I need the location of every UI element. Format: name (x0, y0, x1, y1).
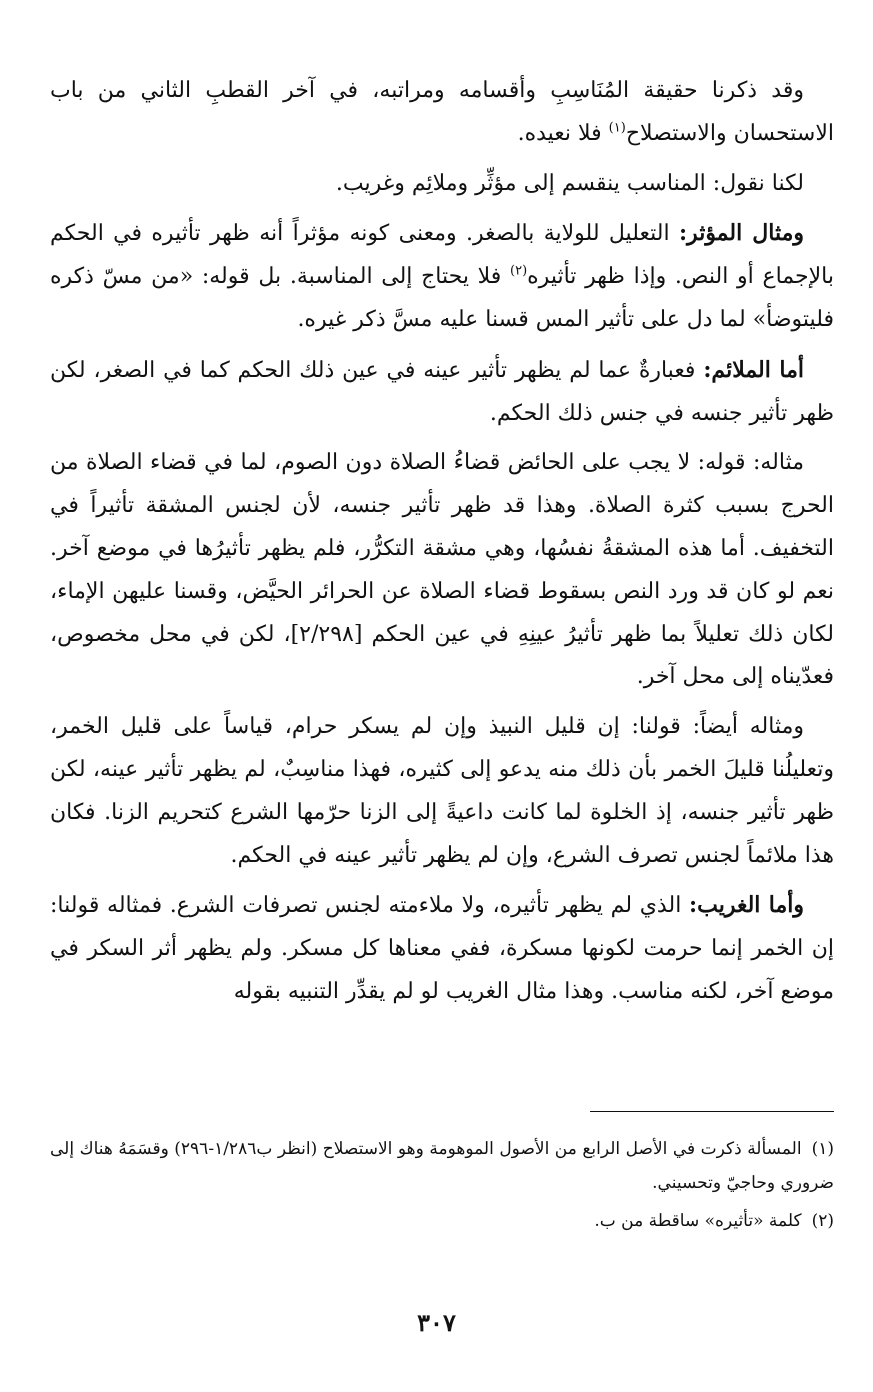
paragraph-text: الذي لم يظهر تأثيره، ولا ملاءمته لجنس تصرفات الشرع. فمثاله قولنا: إن الخمر إنما حرمت لكونها مسكرة، ففي معناها كل مسكر. ولم يظهر أثر السكر في موضع آخر، لكنه مناسب. وهذا مثال الغريب لو لم يقدِّر التنبيه بقوله (50, 893, 834, 1004)
main-text (50, 70, 834, 1021)
paragraph-heading: ومثال المؤثر: (678, 220, 804, 247)
footnote-ref-1[interactable]: (١) (608, 120, 626, 136)
footnote-ref-2[interactable]: (٢) (510, 263, 528, 279)
paragraph-4 (50, 349, 834, 436)
page-number: ٣٠٧ (417, 1308, 456, 1337)
footnotes (50, 1132, 834, 1242)
footnote-1 (50, 1132, 834, 1200)
paragraph-7 (50, 884, 834, 1013)
paragraph-text: وقد ذكرنا حقيقة المُنَاسِبِ وأقسامه ومراتبه، في آخر القطبِ الثاني من باب الاستحسان والاستصلاح (50, 78, 834, 146)
paragraph-tail: فلا نعيده. (517, 120, 609, 146)
paragraph-text: ومثاله أيضاً: قولنا: إن قليل النبيذ وإن لم يسكر حرام، قياساً على قليل الخمر، وتعليلُنا قليلَ الخمر بأن ذلك منه يدعو إلى كثيره، فهذا مناسِبٌ، لم يظهر تأثير عينه، لكن ظهر تأثير جنسه، إذ الخلوة لما كانت داعيةً إلى الزنا حرّمها الشرع كتحريم الزنا. فكان هذا ملائماً لجنس تصرف الشرع، وإن لم يظهر تأثير عينه في الحكم. (50, 714, 834, 868)
paragraph-2 (50, 163, 834, 206)
paragraph-heading: أما الملائم: (703, 356, 804, 383)
paragraph-6 (50, 706, 834, 877)
paragraph-1 (50, 70, 834, 156)
paragraph-text: فعبارةٌ عما لم يظهر تأثير عينه في عين ذلك الحكم كما في الصغر، لكن ظهر تأثير جنسه في جنس ذلك الحكم. (50, 357, 834, 426)
paragraph-3 (50, 212, 834, 341)
footnote-text: المسألة ذكرت في الأصل الرابع من الأصول الموهومة وهو الاستصلاح (انظر ب١/٢٨٦-٢٩٦) وقسَمَهُ هناك إلى ضروري وحاجيّ وتحسيني. (50, 1139, 834, 1193)
paragraph-heading: وأما الغريب: (689, 892, 804, 919)
footnote-text: كلمة «تأثيره» ساقطة من ب. (594, 1211, 802, 1231)
paragraph-text: التعليل للولاية بالصغر. ومعنى كونه مؤثراً أنه ظهر تأثيره في الحكم بالإجماع أو النص. وإذا ظهر تأثيره (50, 221, 834, 290)
footnote-number: (٢) (811, 1211, 834, 1231)
paragraph-text: لكنا نقول: المناسب ينقسم إلى مؤثِّر وملائِم وغريب. (335, 170, 804, 196)
paragraph-5 (50, 442, 834, 699)
footnote-divider (590, 1111, 834, 1112)
paragraph-tail: فلا يحتاج إلى المناسبة. بل قوله: «من مسّ ذكره فليتوضأ» لما دل على تأثير المس قسنا عليه مسَّ ذكر غيره. (50, 264, 834, 332)
paragraph-text: مثاله: قوله: لا يجب على الحائض قضاءُ الصلاة دون الصوم، لما في قضاء الصلاة من الحرج بسبب كثرة الصلاة. وهذا قد ظهر تأثير جنسه، لأن لجنس المشقة تأثيراً في التخفيف. أما هذه المشقةُ نفسُها، وهي مشقة التكرُّر، فلم يظهر تأثيرُها في موضع آخر. نعم لو كان قد ورد النص بسقوط قضاء الصلاة عن الحرائر الحيَّض، وقسنا عليهن الإماء، لكان ذلك تعليلاً بما ظهر تأثيرُ عينِهِ في عين الحكم [٢/٢٩٨]، لكن في محل مخصوص، فعدّيناه إلى محل آخر. (50, 450, 834, 690)
footnote-number: (١) (811, 1139, 834, 1159)
footnote-2 (50, 1204, 834, 1238)
